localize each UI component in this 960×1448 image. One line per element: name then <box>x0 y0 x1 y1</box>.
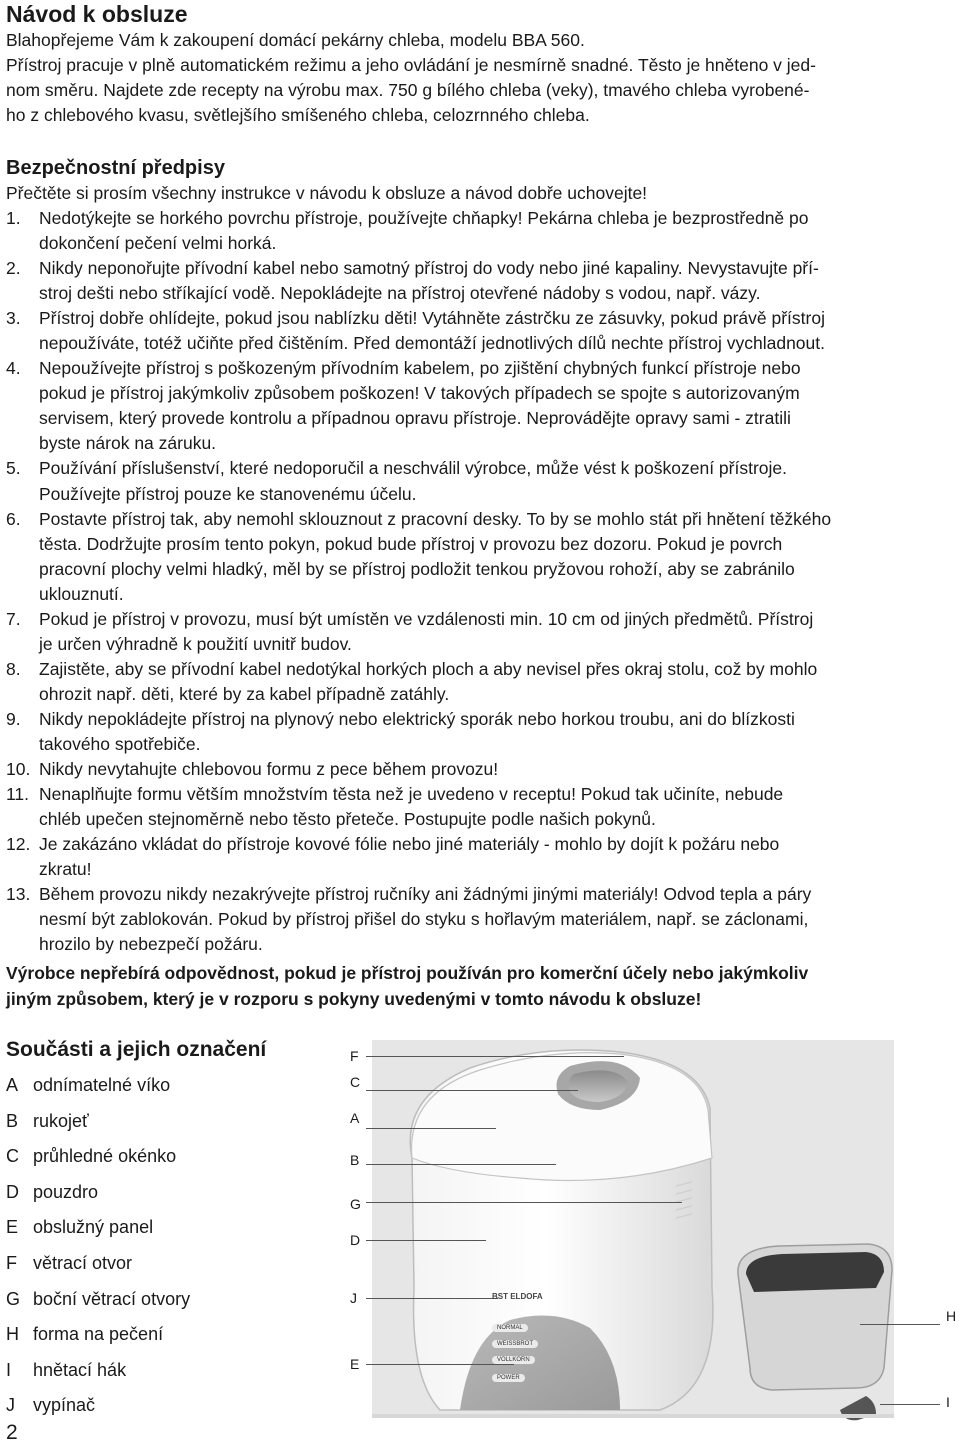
rule-text-line: hrozilo by nebezpečí požáru. <box>39 934 263 955</box>
safety-lead: Přečtěte si prosím všechny instrukce v návodu k obsluze a návod dobře uchovejte! <box>6 183 648 203</box>
panel-button-normal: NORMAL <box>492 1324 528 1332</box>
parts-heading: Součásti a jejich označení <box>6 1038 267 1061</box>
part-letter: D <box>6 1181 19 1202</box>
part-letter: J <box>6 1395 15 1416</box>
part-label: odnímatelné víko <box>33 1075 171 1095</box>
rule-text-line: Během provozu nikdy nezakrývejte přístroj ručníky ani žádnými jinými materiály! Odvod tepla a páry <box>39 884 812 905</box>
safety-rule <box>6 456 960 506</box>
rule-number: 10. <box>6 759 31 780</box>
callout-leader-j <box>366 1298 498 1299</box>
intro-paragraph <box>6 28 956 128</box>
safety-rule <box>6 757 960 782</box>
rule-number: 12. <box>6 834 31 855</box>
part-item <box>6 1319 190 1355</box>
part-letter: I <box>6 1359 12 1380</box>
rule-text-line: Pokud je přístroj v provozu, musí být umístěn ve vzdálenosti min. 10 cm od jiných předmětů. Přístroj <box>39 608 814 629</box>
warning-line: jiným způsobem, který je v rozporu s pokyny uvedenými v tomto návodu k obsluze! <box>6 989 702 1009</box>
callout-leader-a <box>366 1128 496 1129</box>
rule-text-line: uklouznutí. <box>39 583 124 604</box>
callout-leader-d <box>366 1240 486 1241</box>
rule-text-line: Postavte přístroj tak, aby nemohl sklouznout z pracovní desky. To by se mohlo stát při hnětení těžkého <box>39 508 832 529</box>
lid <box>412 1053 712 1181</box>
rule-text-line: dokončení pečení velmi horká. <box>39 233 277 254</box>
part-letter: F <box>6 1252 17 1273</box>
rule-text-line: Zajistěte, aby se přívodní kabel nedotýkal horkých ploch a aby nevisel přes okraj stolu, což by mohlo <box>39 658 818 679</box>
safety-rule <box>6 306 960 356</box>
part-label: větrací otvor <box>33 1252 133 1273</box>
rule-text-line: Nepoužívejte přístroj s poškozeným přívodním kabelem, po zjištění chybných funkcí přístroje nebo <box>39 358 801 379</box>
rule-number: 11. <box>6 784 30 805</box>
callout-leader-i <box>880 1404 940 1405</box>
part-letter: C <box>6 1146 19 1167</box>
rule-text-line: Přístroj dobře ohlídejte, pokud jsou nablízku děti! Vytáhněte zástrčku ze zásuvky, pokud právě přístroj <box>39 308 825 329</box>
intro-line: Blahopřejeme Vám k zakoupení domácí pekárny chleba, modelu BBA 560. <box>6 30 585 50</box>
rule-number: 13. <box>6 884 31 905</box>
rule-text-line: takového spotřebiče. <box>39 733 201 754</box>
rule-text-line: stroj dešti nebo stříkající vodě. Nepokládejte na přístroj otevřené nádoby s vodou, např. vázy. <box>39 283 761 304</box>
part-item <box>6 1212 190 1248</box>
part-item <box>6 1248 190 1284</box>
bread-maker-figure <box>320 1038 960 1448</box>
rule-number: 8. <box>6 658 21 679</box>
part-label: forma na pečení <box>33 1324 164 1345</box>
baking-pan-opening <box>746 1252 884 1292</box>
callout-leader-g <box>366 1202 682 1203</box>
part-item <box>6 1177 190 1213</box>
part-item <box>6 1141 190 1177</box>
safety-rules-list <box>6 206 960 957</box>
callout-b: B <box>350 1152 360 1168</box>
part-letter: E <box>6 1217 19 1238</box>
rule-number: 4. <box>6 358 21 379</box>
part-label: hnětací hák <box>33 1359 127 1380</box>
part-label: rukojeť <box>33 1110 89 1131</box>
page-title: Návod k obsluze <box>6 1 188 27</box>
safety-rule <box>6 206 960 256</box>
callout-e: E <box>350 1356 360 1372</box>
page-number: 2 <box>6 1421 18 1444</box>
part-letter: H <box>6 1324 19 1345</box>
rule-text-line: ohrozit např. děti, které by za kabel případně zatáhly. <box>39 683 450 704</box>
rule-text-line: Nikdy neponořujte přívodní kabel nebo samotný přístroj do vody nebo jiné kapaliny. Nevystavujte pří- <box>39 258 819 279</box>
safety-rule <box>6 707 960 757</box>
part-letter: A <box>6 1075 19 1095</box>
parts-list <box>6 1070 190 1426</box>
rule-number: 2. <box>6 258 21 279</box>
callout-leader-c <box>366 1090 578 1091</box>
rule-text-line: Je zakázáno vkládat do přístroje kovové fólie nebo jiné materiály - mohlo by dojít k požáru nebo <box>39 834 780 855</box>
callout-i: I <box>946 1394 950 1410</box>
warning-line: Výrobce nepřebírá odpovědnost, pokud je přístroj používán pro komerční účely nebo jakýmkoliv <box>6 963 809 983</box>
brand-label: BST ELDOFA <box>492 1292 543 1301</box>
safety-rule <box>6 607 960 657</box>
intro-line: ho z chlebového kvasu, světlejšího smíšeného chleba, celozrnného chleba. <box>6 105 590 125</box>
rule-text-line: chléb upečen stejnoměrně nebo těsto přeteče. Postupujte podle našich pokynů. <box>39 809 656 830</box>
part-item <box>6 1106 190 1142</box>
callout-a: A <box>350 1110 360 1126</box>
rule-text-line: Používání příslušenství, které nedoporučil a neschválil výrobce, může vést k poškození přístroje. <box>39 458 787 479</box>
rule-text-line: byste nárok na záruku. <box>39 433 217 454</box>
figure-base <box>372 1414 894 1418</box>
bread-maker-illustration <box>320 1038 960 1448</box>
panel-button-vollkorn: VOLLKORN <box>492 1356 535 1364</box>
callout-c: C <box>350 1074 361 1090</box>
part-letter: B <box>6 1110 19 1131</box>
callout-j: J <box>350 1290 357 1306</box>
callout-leader-f <box>366 1056 624 1057</box>
liability-warning <box>6 960 808 1012</box>
part-label: vypínač <box>33 1395 96 1416</box>
rule-text-line: pracovní plochy velmi hladký, měl by se přístroj podložit tenkou pryžovou rohoží, aby se zabránilo <box>39 558 795 579</box>
safety-rule <box>6 356 960 456</box>
rule-text-line: zkratu! <box>39 859 92 880</box>
panel-button-power: POWER <box>492 1374 525 1382</box>
part-label: pouzdro <box>33 1181 99 1202</box>
callout-h: H <box>946 1308 957 1324</box>
intro-line: nom směru. Najdete zde recepty na výrobu max. 750 g bílého chleba (veky), tmavého chleba vyrobené- <box>6 80 810 100</box>
callout-g: G <box>350 1196 361 1212</box>
safety-rule <box>6 507 960 607</box>
rule-text-line: servisem, který provede kontrolu a případnou opravu přístroje. Neprovádějte opravy sami - ztratili <box>39 408 791 429</box>
rule-text-line: Používejte přístroj pouze ke stanovenému účelu. <box>39 483 417 504</box>
rule-text-line: nesmí být zablokován. Pokud by přístroj přišel do styku s hořlavým materiálem, např. se záclonami, <box>39 909 809 930</box>
callout-leader-b <box>366 1164 556 1165</box>
rule-number: 9. <box>6 708 21 729</box>
safety-rule <box>6 832 960 882</box>
rule-text-line: je určen výhradně k použití uvnitř budov. <box>39 633 352 654</box>
part-item <box>6 1284 190 1320</box>
rule-number: 3. <box>6 308 21 329</box>
rule-text-line: pokud je přístroj jakýmkoliv způsobem poškozen! V takových případech se spojte s autorizovaným <box>39 383 800 404</box>
part-item <box>6 1070 190 1106</box>
safety-heading: Bezpečnostní předpisy <box>6 157 225 179</box>
safety-rule <box>6 256 960 306</box>
rule-number: 7. <box>6 608 21 629</box>
part-label: obslužný panel <box>33 1217 154 1238</box>
rule-text-line: Nikdy nevytahujte chlebovou formu z pece během provozu! <box>39 759 499 780</box>
safety-rule <box>6 657 960 707</box>
rule-number: 6. <box>6 508 21 529</box>
rule-text-line: Nikdy nepokládejte přístroj na plynový nebo elektrický sporák nebo horkou troubu, ani do blízkosti <box>39 708 795 729</box>
part-label: boční větrací otvory <box>33 1288 191 1309</box>
rule-number: 1. <box>6 208 21 228</box>
rule-text-line: Nedotýkejte se horkého povrchu přístroje, používejte chňapky! Pekárna chleba je bezprostředně po <box>39 208 809 228</box>
safety-rule <box>6 782 960 832</box>
panel-button-weissbrot: WEISSBROT <box>492 1340 538 1348</box>
callout-leader-h <box>860 1324 940 1325</box>
part-item <box>6 1355 190 1391</box>
rule-text-line: Nenaplňujte formu větším množstvím těsta než je uvedeno v receptu! Pokud tak učiníte, nebude <box>39 784 784 805</box>
callout-d: D <box>350 1232 361 1248</box>
callout-f: F <box>350 1048 359 1064</box>
rule-text-line: nepoužíváte, totéž učiňte před čištěním. Před demontáží jednotlivých dílů nechte přístroj vychladnout. <box>39 333 825 354</box>
intro-line: Přístroj pracuje v plně automatickém režimu a jeho ovládání je nesmírně snadné. Těsto je hněteno v jed- <box>6 55 816 75</box>
callout-leader-e <box>366 1364 514 1365</box>
part-item <box>6 1390 190 1426</box>
part-label: průhledné okénko <box>33 1146 177 1167</box>
part-letter: G <box>6 1288 21 1309</box>
rule-number: 5. <box>6 458 21 479</box>
safety-rule <box>6 882 960 957</box>
rule-text-line: těsta. Dodržujte prosím tento pokyn, pokud bude přístroj v provozu bez dozoru. Pokud je povrch <box>39 533 783 554</box>
